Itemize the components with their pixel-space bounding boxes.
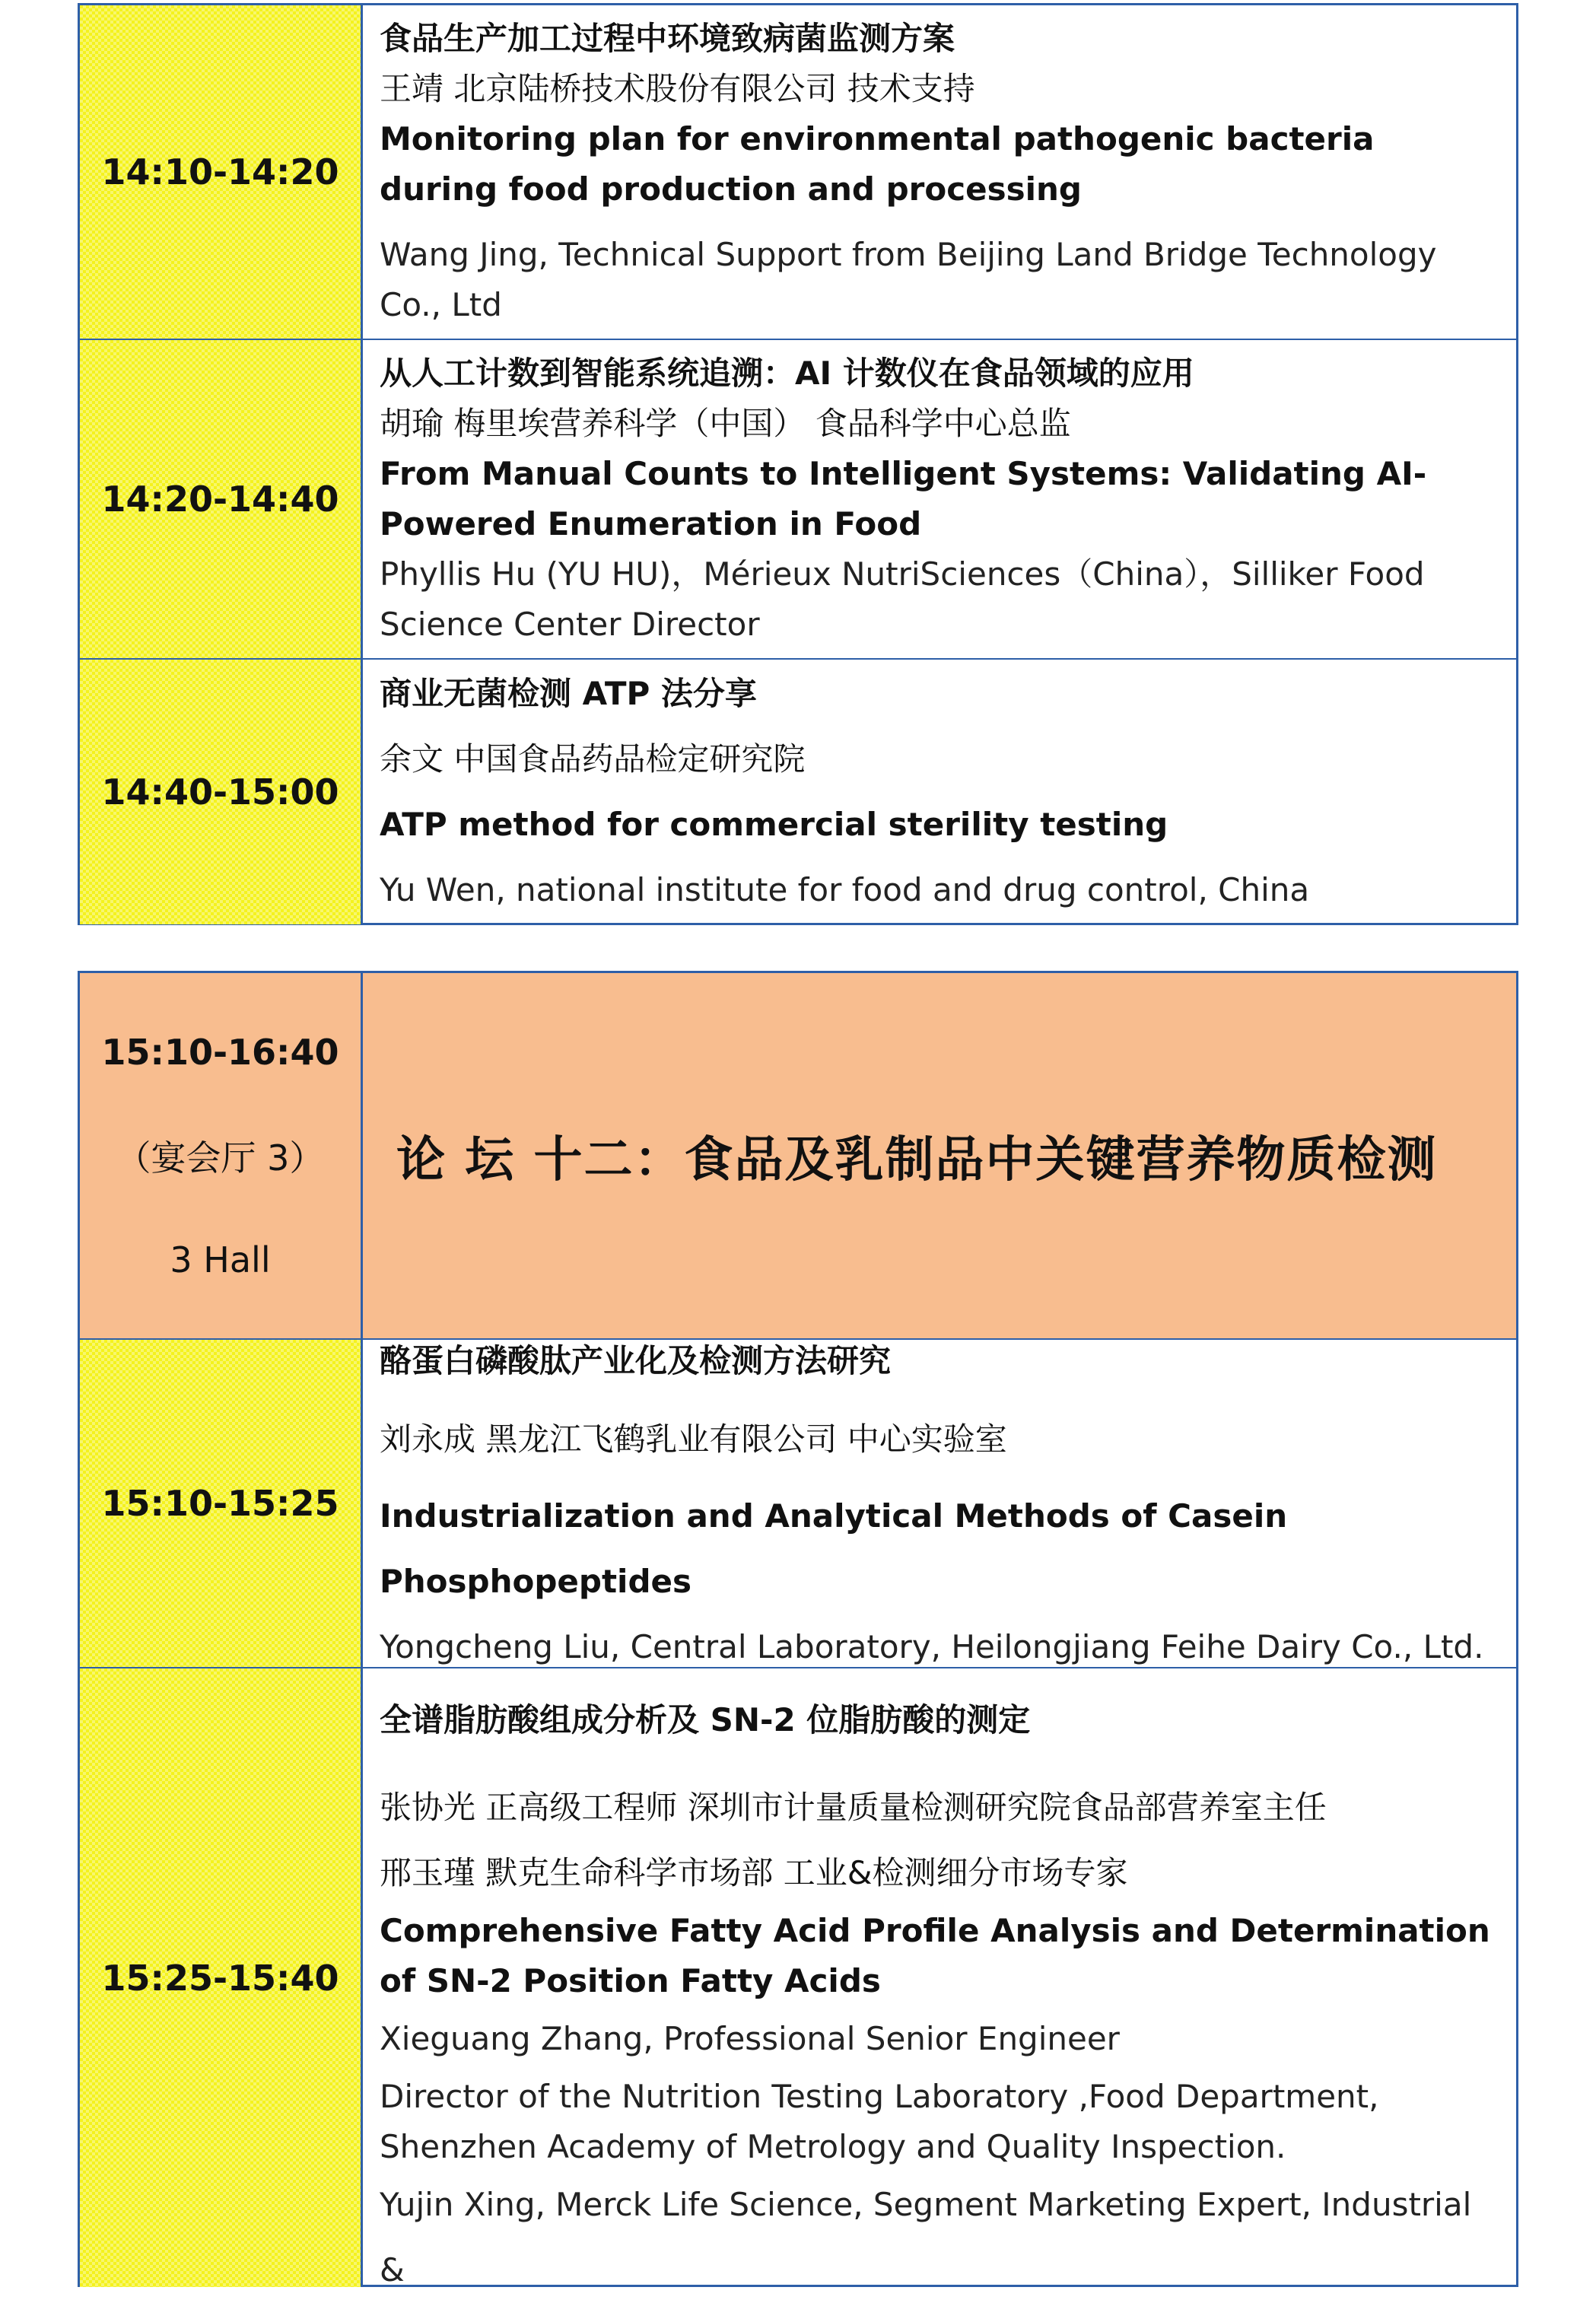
session-title-zh: 食品生产加工过程中环境致病菌监测方案: [380, 20, 955, 57]
session-title-zh: 酪蛋白磷酸肽产业化及检测方法研究: [380, 1342, 892, 1379]
session-content: [363, 5, 1516, 339]
session-title-zh: 全谱脂肪酸组成分析及 SN-2 位脂肪酸的测定: [380, 1701, 1031, 1738]
forum-header-row: [80, 973, 1516, 1338]
forum-header-title-cell: [363, 973, 1516, 1338]
session-speaker-en: Phyllis Hu (YU HU)，Mérieux NutriSciences（China），Silliker Food Science Center Director: [380, 555, 1425, 643]
session-speaker-zh: 刘永成 黑龙江飞鹤乳业有限公司 中心实验室: [380, 1420, 1007, 1458]
session-title-en: ATP method for commercial sterility testing: [380, 806, 1168, 843]
session-speaker-zh: 张协光 正高级工程师 深圳市计量质量检测研究院食品部营养室主任: [380, 1789, 1327, 1826]
session-time: 15:25-15:40: [80, 1668, 363, 2287]
session-title-en: Monitoring plan for environmental pathogenic bacteria during food production and processing: [380, 120, 1375, 208]
session-time: 14:10-14:20: [80, 5, 363, 339]
forum-room-zh: （宴会厅 3）: [116, 1137, 325, 1179]
session-time: 15:10-15:25: [80, 1340, 363, 1667]
session-time: 14:40-15:00: [80, 660, 363, 924]
session-speaker-en: Xieguang Zhang, Professional Senior Engineer: [380, 2020, 1120, 2057]
session-speaker-zh: 邢玉瑾 默克生命科学市场部 工业&检测细分市场专家: [380, 1854, 1128, 1891]
session-speaker-zh: 余文 中国食品药品检定研究院: [380, 740, 806, 778]
session-title-en: Industrialization and Analytical Methods of Casein Phosphopeptides: [380, 1497, 1288, 1600]
session-row: [80, 658, 1516, 924]
session-content: [363, 1340, 1516, 1667]
session-speaker-zh: 王靖 北京陆桥技术股份有限公司 技术支持: [380, 70, 975, 107]
session-time: 14:20-14:40: [80, 340, 363, 658]
session-content: [363, 1668, 1516, 2287]
session-title-zh: 商业无菌检测 ATP 法分享: [380, 675, 757, 712]
session-speaker-en: Yujin Xing, Merck Life Science, Segment Marketing Expert, Industrial &: [380, 2186, 1472, 2289]
session-row: [80, 339, 1516, 658]
session-content: [363, 340, 1516, 658]
session-speaker-en: Director of the Nutrition Testing Laboratory ,Food Department, Shenzhen Academy of Metrology and Quality Inspection.: [380, 2078, 1379, 2165]
session-title-en: Comprehensive Fatty Acid Profile Analysis and Determination of SN-2 Position Fatty Acids: [380, 1912, 1490, 1999]
session-speaker-zh: 胡瑜 梅里埃营养科学（中国） 食品科学中心总监: [380, 405, 1071, 442]
forum-header-info: [80, 973, 363, 1338]
session-title-en: From Manual Counts to Intelligent Systems: Validating AI-Powered Enumeration in Food: [380, 455, 1427, 542]
session-title-zh: 从人工计数到智能系统追溯：AI 计数仪在食品领域的应用: [380, 355, 1194, 392]
forum-title: 论 坛 十二：食品及乳制品中关键营养物质检测: [396, 1132, 1438, 1188]
session-speaker-en: Wang Jing, Technical Support from Beijing Land Bridge Technology Co., Ltd: [380, 236, 1437, 323]
schedule-table-2: [78, 971, 1518, 2287]
session-speaker-en: Yu Wen, national institute for food and drug control, China: [380, 871, 1310, 908]
forum-time: 15:10-16:40: [101, 1031, 339, 1073]
forum-room-en: 3 Hall: [170, 1239, 271, 1280]
session-content: [363, 660, 1516, 924]
session-row: [80, 1338, 1516, 1667]
schedule-table-1: [78, 3, 1518, 925]
session-speaker-en: Yongcheng Liu, Central Laboratory, Heilongjiang Feihe Dairy Co., Ltd.: [380, 1628, 1484, 1665]
session-row: [80, 1667, 1516, 2287]
session-row: [80, 5, 1516, 339]
